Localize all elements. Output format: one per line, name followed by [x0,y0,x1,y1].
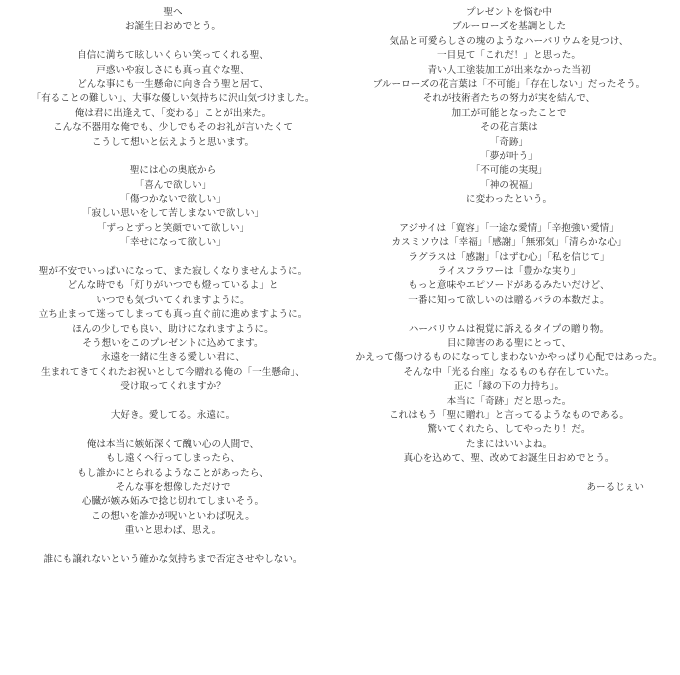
right-letter-line: カスミソウは「幸福」「感謝」「無邪気」「清らかな心」 [391,237,627,249]
left-letter-line: そんな事を想像しただけで [115,481,231,493]
right-letter-line: 驚いてくれたら、してやったり！だ。 [427,424,591,436]
left-letter-line [8,395,338,409]
left-letter-line: 戸惑いや寂しさにも真っ直ぐな聖、 [96,64,250,76]
left-letter-line: もし誰かにとられるようなことがあったら、 [77,467,269,479]
right-letter-line: ブルーローズの花言葉は「不可能」「存在しない」だったそう。 [372,78,646,90]
right-letter-line: 加工が可能となったことで [451,107,567,119]
right-letter-line: 気品と可愛らしさの塊のようなハーバリウムを見つけ、 [389,35,629,47]
right-letter-line: に変わったという。 [465,194,553,206]
left-letter-line: 誰にも譲れないという確かな気持ちまで否定させやしない。 [43,553,303,565]
signature-spacer [346,467,672,481]
right-letter-line: ハーバリウムは視覚に訴えるタイプの贈り物。 [408,323,610,335]
signature: あーるじぇい [586,481,644,493]
left-letter-line: 重いと思わば、思え。 [124,525,222,537]
right-letter-line: かえって傷つけるものになってしまわないかやっぱり心配ではあった。 [355,352,663,364]
left-letter-line: どんな事にも一生懸命に向き合う聖と居て、 [77,78,269,90]
left-letter-line: 生まれてきてくれたお祝いとして今贈れる俺の「一生懸命」、 [41,366,305,378]
left-letter-line: 聖が不安でいっぱいになって、また寂しくなりませんように。 [38,266,308,278]
left-letter-line: 「幸せになって欲しい」 [120,237,226,249]
left-letter-line: こうして想いと伝えようと思います。 [91,136,255,148]
right-letter-line: それが技術者たちの努力が実を結んで、 [422,93,596,105]
right-letter-line: 正に「縁の下の力持ち」。 [453,381,565,393]
left-letter-line: 自信に満ちて眩しいくらい笑ってくれる聖、 [77,50,269,62]
left-letter-line: こんな不器用な俺でも、少しでもそのお礼が言いたくて [53,122,293,134]
left-letter-line: どんな時でも「灯りがいつでも燈っているよ」と [67,280,279,292]
left-letter-line: 聖へ [163,7,183,18]
letter-right-column [346,6,672,495]
left-letter-line [8,538,338,552]
right-letter-line: ブルーローズを基調とした [451,21,567,33]
right-letter-line: 青い人工塗装加工が出来なかった当初 [427,64,591,76]
right-letter-line: 「奇跡」 [489,136,529,148]
left-letter-line: お誕生日おめでとう。 [125,21,221,33]
left-letter-line [8,251,338,265]
left-letter-line: 「喜んで欲しい」 [134,179,212,191]
left-letter-line [8,150,338,164]
right-letter-line: 「不可能の実現」 [470,165,548,177]
right-letter-line: 真心を込めて、聖、改めてお誕生日おめでとう。 [403,453,615,465]
left-letter-line: いつでも気づいてくれますように。 [96,294,250,306]
right-letter-line: その花言葉は [480,122,538,134]
left-letter-line: 「寂しい思いをして苦しまないで欲しい」 [81,208,265,220]
right-letter-line: 「夢が叶う」 [480,150,538,162]
left-letter-line: ほんの少しでも良い、助けになれますように。 [72,323,274,335]
right-letter-line: そんな中「光る台座」なるものも存在していた。 [403,366,615,378]
left-letter-line: 「傷つかないで欲しい」 [120,194,226,206]
right-letter-line [346,207,672,221]
right-letter-line: プレゼントを悩む中 [466,7,552,18]
left-letter-line: 聖には心の奥底から [129,165,217,177]
left-letter-line: 俺は君に出逢えて、「変わる」ことが出来た。 [74,107,272,119]
left-letter-line: 立ち止まって迷ってしまっても真っ直ぐ前に進めますように。 [38,309,308,321]
left-letter-line: 「ずっとずっと笑顔でいて欲しい」 [96,222,250,234]
right-letter-line: 一目見て「これだ！」と思った。 [437,50,581,62]
right-letter-line: アジサイは「寛容」「一途な愛情」「辛抱強い愛情」 [399,222,619,234]
right-letter-line: ライスフラワーは「豊かな実り」 [437,266,581,278]
left-letter-line: 大好き。愛してる。永遠に。 [110,409,236,421]
left-letter-line: 受け取ってくれますか？ [120,381,226,393]
left-letter-line [8,423,338,437]
right-letter-line [346,308,672,322]
left-letter-line: 「有ることの難しい」、大事な優しい気持ちに沢山気づけました。 [31,93,315,105]
right-letter-line: 本当に「奇跡」だと思った。 [446,395,572,407]
right-letter-line: ラグラスは「感謝」「はずむ心」「私を信じて」 [408,251,610,263]
right-letter-line: 一番に知って欲しいのは贈るバラの本数だよ。 [408,294,610,306]
left-letter-line: この想いを誰かが呪いといわば呪え。 [91,510,255,522]
left-letter-line: 永遠を一緒に生きる愛しい君に、 [101,352,245,364]
letter-left-column [8,6,338,567]
right-letter-line: 「神の祝福」 [480,179,538,191]
right-letter-line: もっと意味やエピソードがあるみたいだけど、 [408,280,610,292]
left-letter-line: 心臓が嫉み妬みで捻じ切れてしまいそう。 [81,496,265,508]
left-letter-line: もし遠くへ行ってしまったら、 [105,453,241,465]
right-letter-line: これはもう「聖に贈れ」と言ってるようなものである。 [389,409,629,421]
left-letter-line [8,35,338,49]
right-letter-line: 目に障害のある聖にとって、 [446,337,572,349]
left-letter-line: そう想いをこのプレゼントに込めてます。 [82,337,264,349]
left-letter-line: 俺は本当に嫉妬深くて醜い心の人間で、 [86,438,260,450]
right-letter-line: たまにはいいよね。 [465,438,553,450]
